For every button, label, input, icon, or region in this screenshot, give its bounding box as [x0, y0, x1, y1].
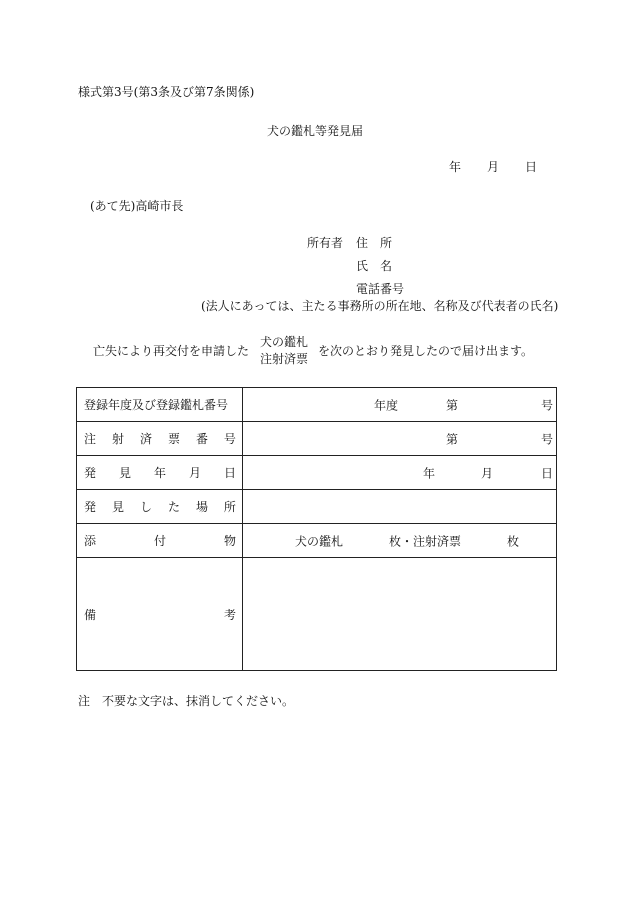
submission-date — [449, 161, 537, 173]
label-char: 年 — [153, 466, 166, 480]
registration-no-suffix: 号 — [541, 398, 554, 412]
label-char: 日 — [223, 466, 236, 480]
attachment-mid: 枚・注射済票 — [389, 534, 462, 548]
row-registration — [77, 388, 557, 422]
label-char: 注 — [84, 432, 97, 446]
row-attachments — [77, 524, 557, 558]
owner-corporate-note: (法人にあっては、主たる事務所の所在地、名称及び代表者の氏名) — [201, 299, 559, 313]
value-vaccination-number[interactable] — [243, 422, 557, 456]
attachment-end: 枚 — [507, 534, 520, 548]
value-remarks[interactable] — [243, 558, 557, 671]
label-char: 見 — [111, 500, 124, 514]
owner-address-label: 住所 — [356, 236, 405, 250]
row-remarks — [77, 558, 557, 671]
registration-year-suffix: 年度 — [374, 398, 399, 412]
label-char: 号 — [223, 432, 236, 446]
footnote: 注 不要な文字は、抹消してください。 — [78, 694, 295, 708]
owner-label: 所有者 — [307, 236, 344, 250]
row-found-place — [77, 490, 557, 524]
label-vaccination-number — [77, 422, 243, 456]
label-char: 場 — [195, 500, 208, 514]
label-char: 所 — [223, 500, 236, 514]
label-char: 物 — [223, 534, 236, 548]
label-char: 番 — [195, 432, 208, 446]
label-char: 見 — [118, 466, 131, 480]
date-month: 月 — [487, 160, 500, 174]
owner-name-label: 氏名 — [356, 259, 405, 273]
statement-text-1: 亡失により再交付を申請した — [93, 344, 250, 358]
vaccination-no-prefix: 第 — [446, 432, 459, 446]
addressee: (あて先)高崎市長 — [90, 199, 184, 213]
label-registration: 登録年度及び登録鑑札番号 — [77, 388, 243, 422]
statement-option-vaccination: 注射済票 — [260, 352, 309, 366]
value-registration[interactable] — [243, 388, 557, 422]
label-char: 発 — [84, 466, 97, 480]
label-remarks — [77, 558, 243, 671]
date-day: 日 — [525, 160, 538, 174]
label-found-place — [77, 490, 243, 524]
label-char: 票 — [167, 432, 180, 446]
found-day: 日 — [541, 466, 554, 480]
row-found-date — [77, 456, 557, 490]
value-attachments[interactable] — [243, 524, 557, 558]
label-char: 備 — [84, 607, 97, 622]
label-char: 発 — [84, 500, 97, 514]
report-table — [76, 387, 557, 671]
label-attachments — [77, 524, 243, 558]
label-char: 射 — [111, 432, 124, 446]
statement-text-2: を次のとおり発見したので届け出ます。 — [318, 344, 534, 358]
label-char: 済 — [139, 432, 152, 446]
found-year: 年 — [423, 466, 436, 480]
label-char: 考 — [223, 607, 236, 622]
document-title: 犬の鑑札等発見届 — [266, 124, 363, 138]
registration-no-prefix: 第 — [446, 398, 459, 412]
value-found-date[interactable] — [243, 456, 557, 490]
attachment-tag: 犬の鑑札 — [295, 534, 344, 548]
owner-phone-label: 電話番号 — [356, 282, 405, 296]
statement-option-tag: 犬の鑑札 — [260, 335, 309, 349]
vaccination-no-suffix: 号 — [541, 432, 554, 446]
label-char: 月 — [188, 466, 201, 480]
label-found-date — [77, 456, 243, 490]
value-found-place[interactable] — [243, 490, 557, 524]
row-vaccination-number — [77, 422, 557, 456]
date-year: 年 — [449, 160, 462, 174]
label-char: た — [167, 500, 180, 514]
label-char: 添 — [84, 534, 97, 548]
label-char: し — [139, 500, 152, 514]
label-char: 付 — [153, 534, 166, 548]
form-number: 様式第3号(第3条及び第7条関係) — [78, 85, 255, 99]
found-month: 月 — [481, 466, 494, 480]
